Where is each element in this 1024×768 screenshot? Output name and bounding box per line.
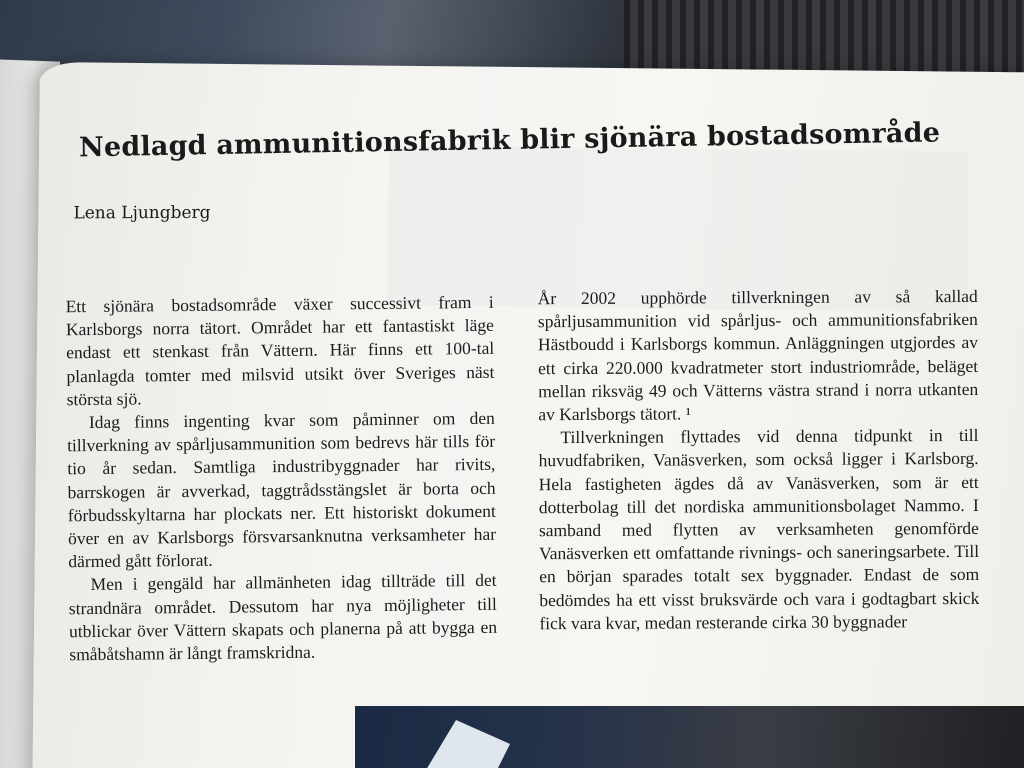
- page-content: [65, 112, 1024, 665]
- paragraph: År 2002 upphörde tillverkningen av så kallad spårljusammunition vid spårljus- och ammunitionsfabriken Hästboudd i Karlsborgs kommun. Anläggningen utgjordes av ett cirka 220.000 kvadratmeter stort industriområde, beläget mellan riksväg 49 och Vätterns västra strand i norra utkanten av Karlsborgs tätort. ¹: [537, 285, 979, 425]
- paragraph: Idag finns ingenting kvar som påminner om den tillverkning av spårljusammunition som bedrevs här tills för tio år sedan. Samtliga industribyggnader har rivits, barrskogen är avverkad, taggtrådsstängslet är borta och förbudsskyltarna har plockats ner. Ett historiskt dokument över en av Karlsborgs försvarsanknutna verksamheter har därmed gått förlorat.: [67, 407, 497, 572]
- paragraph: Tillverkningen flyttades vid denna tidpunkt in till huvudfabriken, Vanäsverken, som också ligger i Karlsborg. Hela fastigheten ägdes då av Vanäsverken, som är ett dotterbolag till det nordiska ammunitionsbolaget Nammo. I samband med flytten av verksamheten genomförde Vanäsverken ett omfattande rivnings- och saneringsarbete. Till en början sparades totalt sex byggnader. Endast de som bedömdes ha ett visst bruksvärde och vara i godtagbart skick fick vara kvar, medan resterande cirka 30 byggnader: [538, 425, 980, 634]
- paragraph: Ett sjönära bostadsområde växer successivt fram i Karlsborgs norra tätort. Området har ett fantastiskt läge endast ett stenkast från Vättern. Här finns ett 100-tal planlagda tomter med milsvid utsikt över Sveriges näst största sjö.: [65, 291, 495, 410]
- article-author: Lena Ljungberg: [73, 202, 211, 224]
- right-column: [538, 285, 980, 635]
- magazine-page: [32, 62, 1024, 768]
- article-title: Nedlagd ammunitionsfabrik blir sjönära bostadsområde: [78, 117, 941, 164]
- left-column: [66, 291, 498, 667]
- paragraph: Men i gengäld har allmänheten idag tillträde till det strandnära området. Dessutom har nya möjligheter till utblickar över Vättern skapats och planerna på att bygga en småbåtshamn är långt framskridna.: [68, 570, 498, 665]
